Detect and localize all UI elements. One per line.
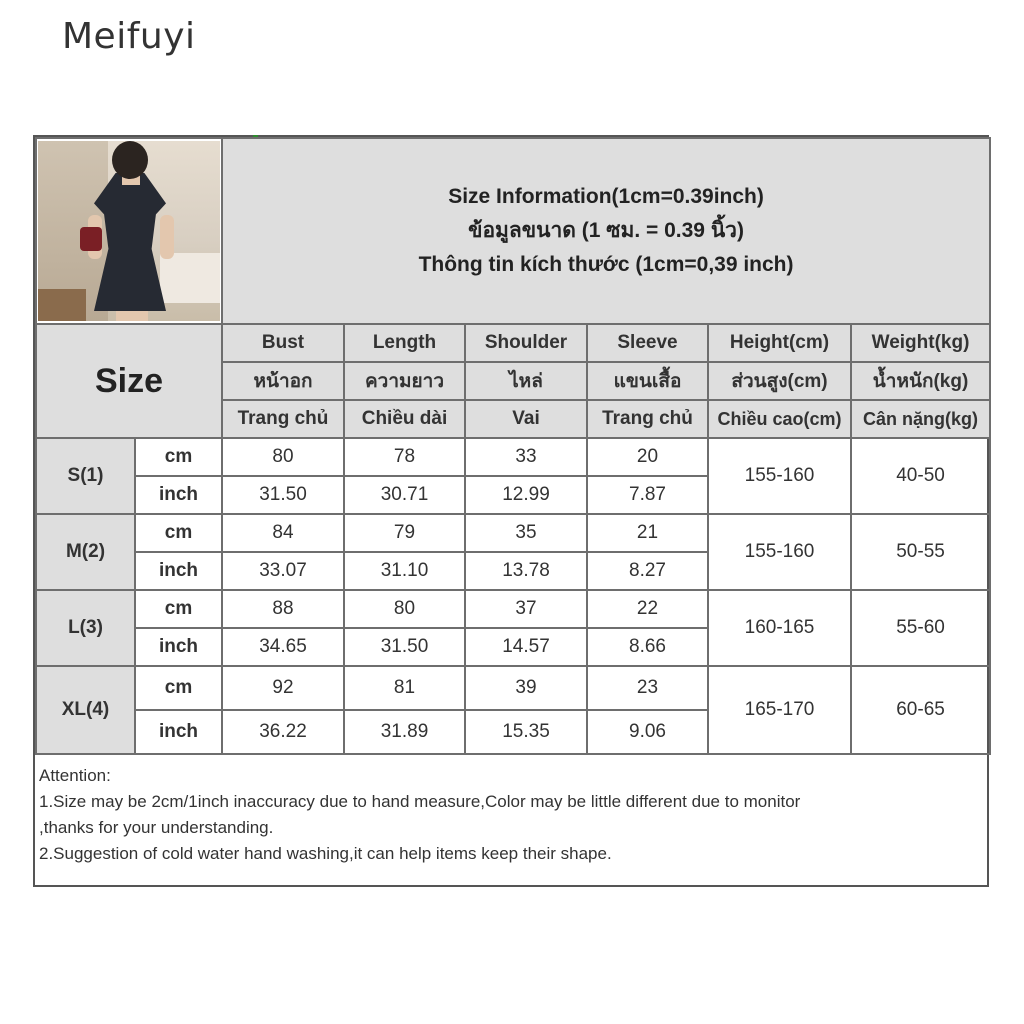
product-photo xyxy=(38,141,220,321)
table-cell: 33.07 xyxy=(222,552,344,590)
table-cell: 22 xyxy=(587,590,708,628)
unit-cm: cm xyxy=(135,666,222,710)
size-label: Size xyxy=(94,361,164,400)
col-sleeve-th: แขนเสื้อ xyxy=(587,362,708,400)
table-cell: 92 xyxy=(222,666,344,710)
table-cell: 8.27 xyxy=(587,552,708,590)
size-l: L(3) xyxy=(36,590,135,666)
notes-line-1: 1.Size may be 2cm/1inch inaccuracy due to hand measure,Color may be little different due to monitor xyxy=(39,792,801,811)
notes-line-2: 2.Suggestion of cold water hand washing,it can help items keep their shape. xyxy=(39,844,612,863)
table-cell: 30.71 xyxy=(344,476,465,514)
size-table xyxy=(35,137,991,755)
height-range: 155-160 xyxy=(708,438,851,514)
notes-heading: Attention: xyxy=(39,766,111,785)
col-length-vi: Chiều dài xyxy=(344,400,465,438)
size-m: M(2) xyxy=(36,514,135,590)
notes-line-1-cont: ,thanks for your understanding. xyxy=(39,818,274,837)
table-cell: 81 xyxy=(344,666,465,710)
size-info-en: Size Information(1cm=0.39inch) xyxy=(448,185,764,208)
size-xl: XL(4) xyxy=(36,666,135,754)
table-cell: 78 xyxy=(344,438,465,476)
col-height-th: ส่วนสูง(cm) xyxy=(708,362,851,400)
table-cell: 14.57 xyxy=(465,628,587,666)
col-weight-en: Weight(kg) xyxy=(851,324,990,362)
table-cell: 79 xyxy=(344,514,465,552)
col-shoulder-th: ไหล่ xyxy=(465,362,587,400)
col-length-en: Length xyxy=(344,324,465,362)
table-cell: 9.06 xyxy=(587,710,708,754)
col-height-en: Height(cm) xyxy=(708,324,851,362)
table-cell: 13.78 xyxy=(465,552,587,590)
col-weight-vi: Cân nặng(kg) xyxy=(851,400,990,438)
table-cell: 36.22 xyxy=(222,710,344,754)
table-cell: 34.65 xyxy=(222,628,344,666)
table-cell: 31.50 xyxy=(344,628,465,666)
table-cell: 84 xyxy=(222,514,344,552)
height-range: 155-160 xyxy=(708,514,851,590)
unit-cm: cm xyxy=(135,438,222,476)
size-label-cell xyxy=(36,324,222,438)
size-info-vi: Thông tin kích thước (1cm=0,39 inch) xyxy=(418,253,794,276)
size-s: S(1) xyxy=(36,438,135,514)
size-info-th: ข้อมูลขนาด (1 ซม. = 0.39 นิ้ว) xyxy=(468,219,744,242)
table-cell: 20 xyxy=(587,438,708,476)
col-length-th: ความยาว xyxy=(344,362,465,400)
size-info-header xyxy=(222,138,990,324)
attention-notes xyxy=(39,763,983,867)
table-cell: 80 xyxy=(344,590,465,628)
table-cell: 23 xyxy=(587,666,708,710)
table-cell: 21 xyxy=(587,514,708,552)
weight-range: 50-55 xyxy=(851,514,990,590)
table-cell: 35 xyxy=(465,514,587,552)
unit-cm: cm xyxy=(135,514,222,552)
col-sleeve-en: Sleeve xyxy=(587,324,708,362)
table-cell: 80 xyxy=(222,438,344,476)
table-cell: 37 xyxy=(465,590,587,628)
table-cell: 88 xyxy=(222,590,344,628)
table-cell: 31.89 xyxy=(344,710,465,754)
col-bust-vi: Trang chủ xyxy=(222,400,344,438)
unit-inch: inch xyxy=(135,552,222,590)
size-chart xyxy=(33,135,989,887)
col-bust-th: หน้าอก xyxy=(222,362,344,400)
weight-range: 60-65 xyxy=(851,666,990,754)
col-shoulder-en: Shoulder xyxy=(465,324,587,362)
unit-inch: inch xyxy=(135,628,222,666)
table-cell: 8.66 xyxy=(587,628,708,666)
unit-inch: inch xyxy=(135,476,222,514)
col-sleeve-vi: Trang chủ xyxy=(587,400,708,438)
unit-cm: cm xyxy=(135,590,222,628)
height-range: 165-170 xyxy=(708,666,851,754)
unit-inch: inch xyxy=(135,710,222,754)
table-cell: 33 xyxy=(465,438,587,476)
col-shoulder-vi: Vai xyxy=(465,400,587,438)
brand-name: Meifuyi xyxy=(62,16,196,57)
product-photo-cell xyxy=(36,138,222,324)
table-cell: 39 xyxy=(465,666,587,710)
col-weight-th: น้ำหนัก(kg) xyxy=(851,362,990,400)
table-cell: 31.50 xyxy=(222,476,344,514)
table-cell: 7.87 xyxy=(587,476,708,514)
weight-range: 40-50 xyxy=(851,438,990,514)
col-bust-en: Bust xyxy=(222,324,344,362)
col-height-vi: Chiều cao(cm) xyxy=(708,400,851,438)
weight-range: 55-60 xyxy=(851,590,990,666)
table-cell: 15.35 xyxy=(465,710,587,754)
height-range: 160-165 xyxy=(708,590,851,666)
table-cell: 12.99 xyxy=(465,476,587,514)
table-cell: 31.10 xyxy=(344,552,465,590)
